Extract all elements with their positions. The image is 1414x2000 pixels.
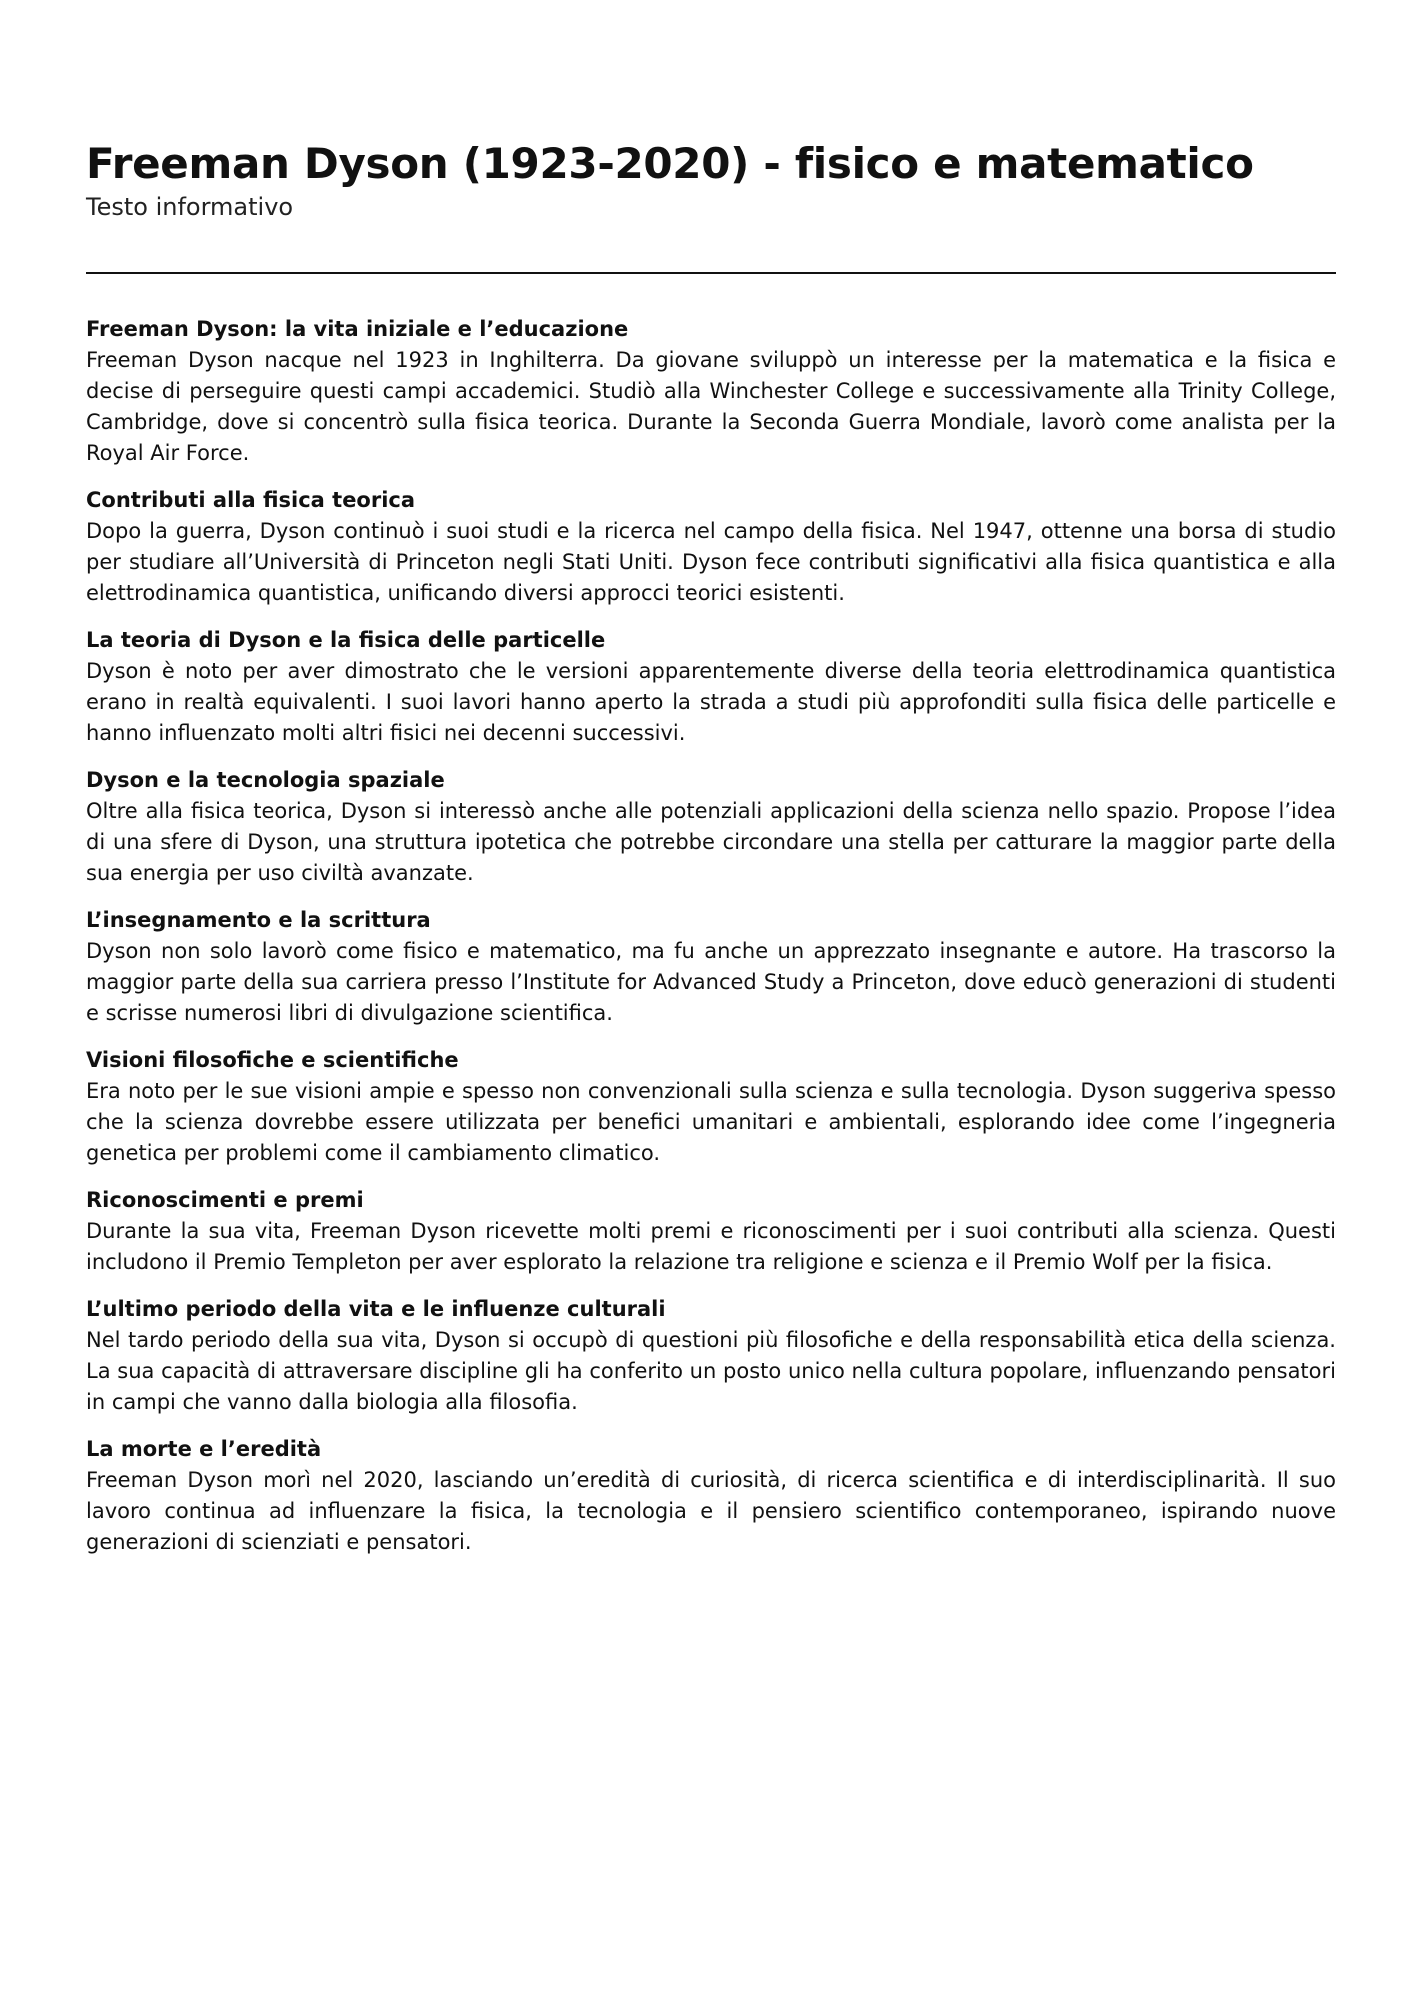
section-theoretical-physics (86, 485, 1336, 609)
section-heading: La morte e l’eredità (86, 1437, 322, 1461)
section-body: Era noto per le sue visioni ampie e spesso non convenzionali sulla scienza e sulla tecnologia. Dyson suggeriva spesso che la scienza dovrebbe essere utilizzata per benefici umanitari e ambientali, esplorando idee come l’ingegneria genetica per problemi come il cambiamento climatico. (86, 1079, 1336, 1165)
section-heading: L’ultimo periodo della vita e le influenze culturali (86, 1297, 666, 1321)
section-heading: Riconoscimenti e premi (86, 1188, 364, 1212)
section-awards (86, 1185, 1336, 1278)
section-heading: Freeman Dyson: la vita iniziale e l’educazione (86, 317, 629, 341)
section-body: Freeman Dyson nacque nel 1923 in Inghilterra. Da giovane sviluppò un interesse per la matematica e la fisica e decise di perseguire questi campi accademici. Studiò alla Winchester College e successivamente alla Trinity College, Cambridge, dove si concentrò sulla fisica teorica. Durante la Seconda Guerra Mondiale, lavorò come analista per la Royal Air Force. (86, 348, 1336, 465)
section-teaching-writing (86, 905, 1336, 1029)
section-philosophical-visions (86, 1045, 1336, 1169)
section-heading: Dyson e la tecnologia spaziale (86, 768, 445, 792)
section-body: Dyson è noto per aver dimostrato che le versioni apparentemente diverse della teoria elettrodinamica quantistica erano in realtà equivalenti. I suoi lavori hanno aperto la strada a studi più approfonditi sulla fisica delle particelle e hanno influenzato molti altri fisici nei decenni successivi. (86, 659, 1336, 745)
section-legacy (86, 1434, 1336, 1558)
section-heading: L’insegnamento e la scrittura (86, 908, 431, 932)
section-body: Nel tardo periodo della sua vita, Dyson si occupò di questioni più filosofiche e della responsabilità etica della scienza. La sua capacità di attraversare discipline gli ha conferito un posto unico nella cultura popolare, influenzando pensatori in campi che vanno dalla biologia alla filosofia. (86, 1328, 1336, 1414)
section-heading: Contributi alla fisica teorica (86, 488, 416, 512)
section-early-life (86, 314, 1336, 469)
page-title: Freeman Dyson (1923-2020) - fisico e matematico (86, 139, 1254, 188)
section-body: Dyson non solo lavorò come fisico e matematico, ma fu anche un apprezzato insegnante e autore. Ha trascorso la maggior parte della sua carriera presso l’Institute for Advanced Study a Princeton, dove educò generazioni di studenti e scrisse numerosi libri di divulgazione scientifica. (86, 939, 1336, 1025)
page-subtitle: Testo informativo (86, 193, 294, 221)
section-body: Dopo la guerra, Dyson continuò i suoi studi e la ricerca nel campo della fisica. Nel 1947, ottenne una borsa di studio per studiare all’Università di Princeton negli Stati Uniti. Dyson fece contributi significativi alla fisica quantistica e alla elettrodinamica quantistica, unificando diversi approcci teorici esistenti. (86, 519, 1336, 605)
section-heading: La teoria di Dyson e la fisica delle particelle (86, 628, 606, 652)
sections-list (86, 314, 1336, 1574)
title-divider (86, 272, 1336, 274)
section-particle-physics (86, 625, 1336, 749)
section-body: Freeman Dyson morì nel 2020, lasciando un’eredità di curiosità, di ricerca scientifica e di interdisciplinarità. Il suo lavoro continua ad influenzare la fisica, la tecnologia e il pensiero scientifico contemporaneo, ispirando nuove generazioni di scienziati e pensatori. (86, 1468, 1336, 1554)
section-body: Durante la sua vita, Freeman Dyson ricevette molti premi e riconoscimenti per i suoi contributi alla scienza. Questi includono il Premio Templeton per aver esplorato la relazione tra religione e scienza e il Premio Wolf per la fisica. (86, 1219, 1336, 1274)
section-space-technology (86, 765, 1336, 889)
section-heading: Visioni filosofiche e scientifiche (86, 1048, 459, 1072)
section-body: Oltre alla fisica teorica, Dyson si interessò anche alle potenziali applicazioni della scienza nello spazio. Propose l’idea di una sfere di Dyson, una struttura ipotetica che potrebbe circondare una stella per catturare la maggior parte della sua energia per uso civiltà avanzate. (86, 799, 1336, 885)
section-late-life (86, 1294, 1336, 1418)
